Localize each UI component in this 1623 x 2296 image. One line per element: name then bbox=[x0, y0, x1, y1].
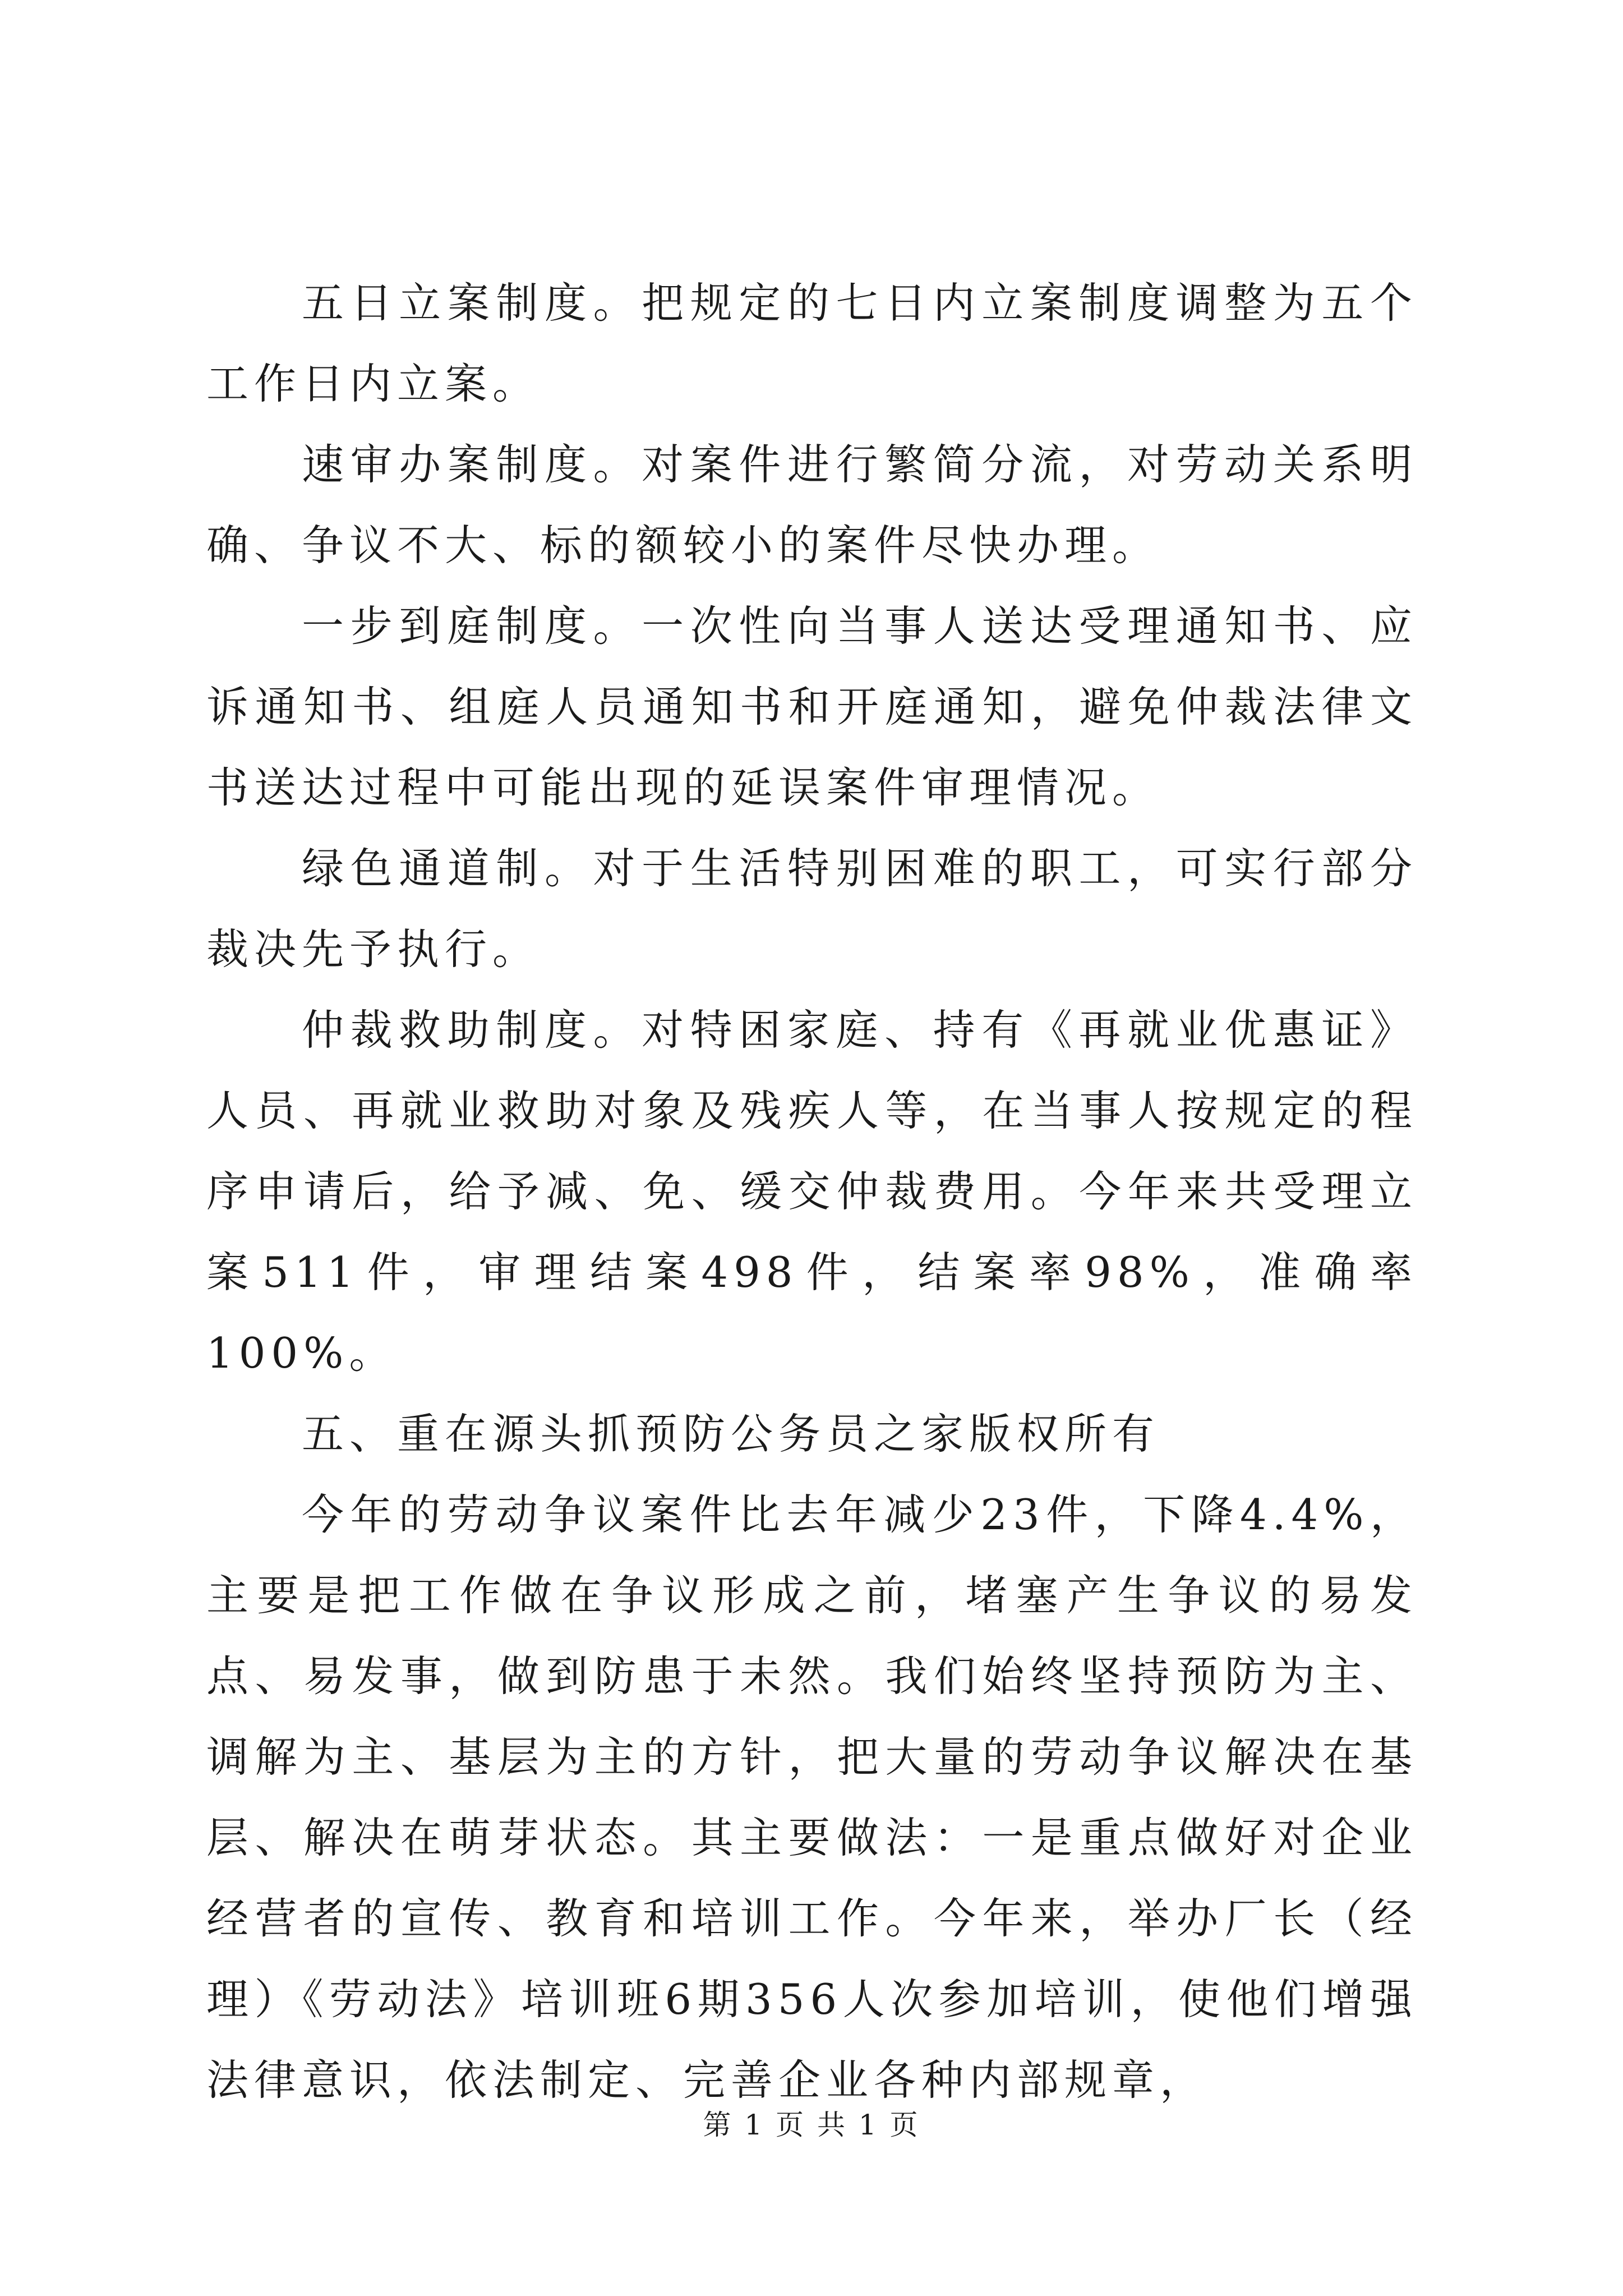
paragraph-fast-trial: 速审办案制度。对案件进行繁简分流，对劳动关系明确、争议不大、标的额较小的案件尽快办理。 bbox=[206, 440, 1418, 570]
page-footer: 第 1 页 共 1 页 bbox=[703, 2109, 920, 2141]
paragraph-one-step-court: 一步到庭制度。一次性向当事人送达受理通知书、应诉通知书、组庭人员通知书和开庭通知，避免仲裁法律文书送达过程中可能出现的延误案件审理情况。 bbox=[206, 601, 1418, 812]
paragraph-five-day-filing: 五日立案制度。把规定的七日内立案制度调整为五个工作日内立案。 bbox=[206, 278, 1418, 408]
paragraph-arbitration-aid: 仲裁救助制度。对特困家庭、持有《再就业优惠证》人员、再就业救助对象及残疾人等，在当事人按规定的程序申请后，给予减、免、缓交仲裁费用。今年来共受理立案511件，审理结案498件，结案率98%，准确率100%。 bbox=[206, 1005, 1418, 1378]
paragraph-green-channel: 绿色通道制。对于生活特别困难的职工，可实行部分裁决先予执行。 bbox=[206, 844, 1418, 974]
document-body bbox=[206, 263, 1418, 2120]
section-heading-prevention: 五、重在源头抓预防公务员之家版权所有 bbox=[302, 1409, 1160, 1458]
paragraph-prevention-details: 今年的劳动争议案件比去年减少23件，下降4.4%，主要是把工作做在争议形成之前，堵塞产生争议的易发点、易发事，做到防患于未然。我们始终坚持预防为主、调解为主、基层为主的方针，把大量的劳动争议解决在基层、解决在萌芽状态。其主要做法：一是重点做好对企业经营者的宣传、教育和培训工作。今年来，举办厂长（经理）《劳动法》培训班6期356人次参加培训，使他们增强法律意识，依法制定、完善企业各种内部规章， bbox=[206, 1490, 1418, 2105]
